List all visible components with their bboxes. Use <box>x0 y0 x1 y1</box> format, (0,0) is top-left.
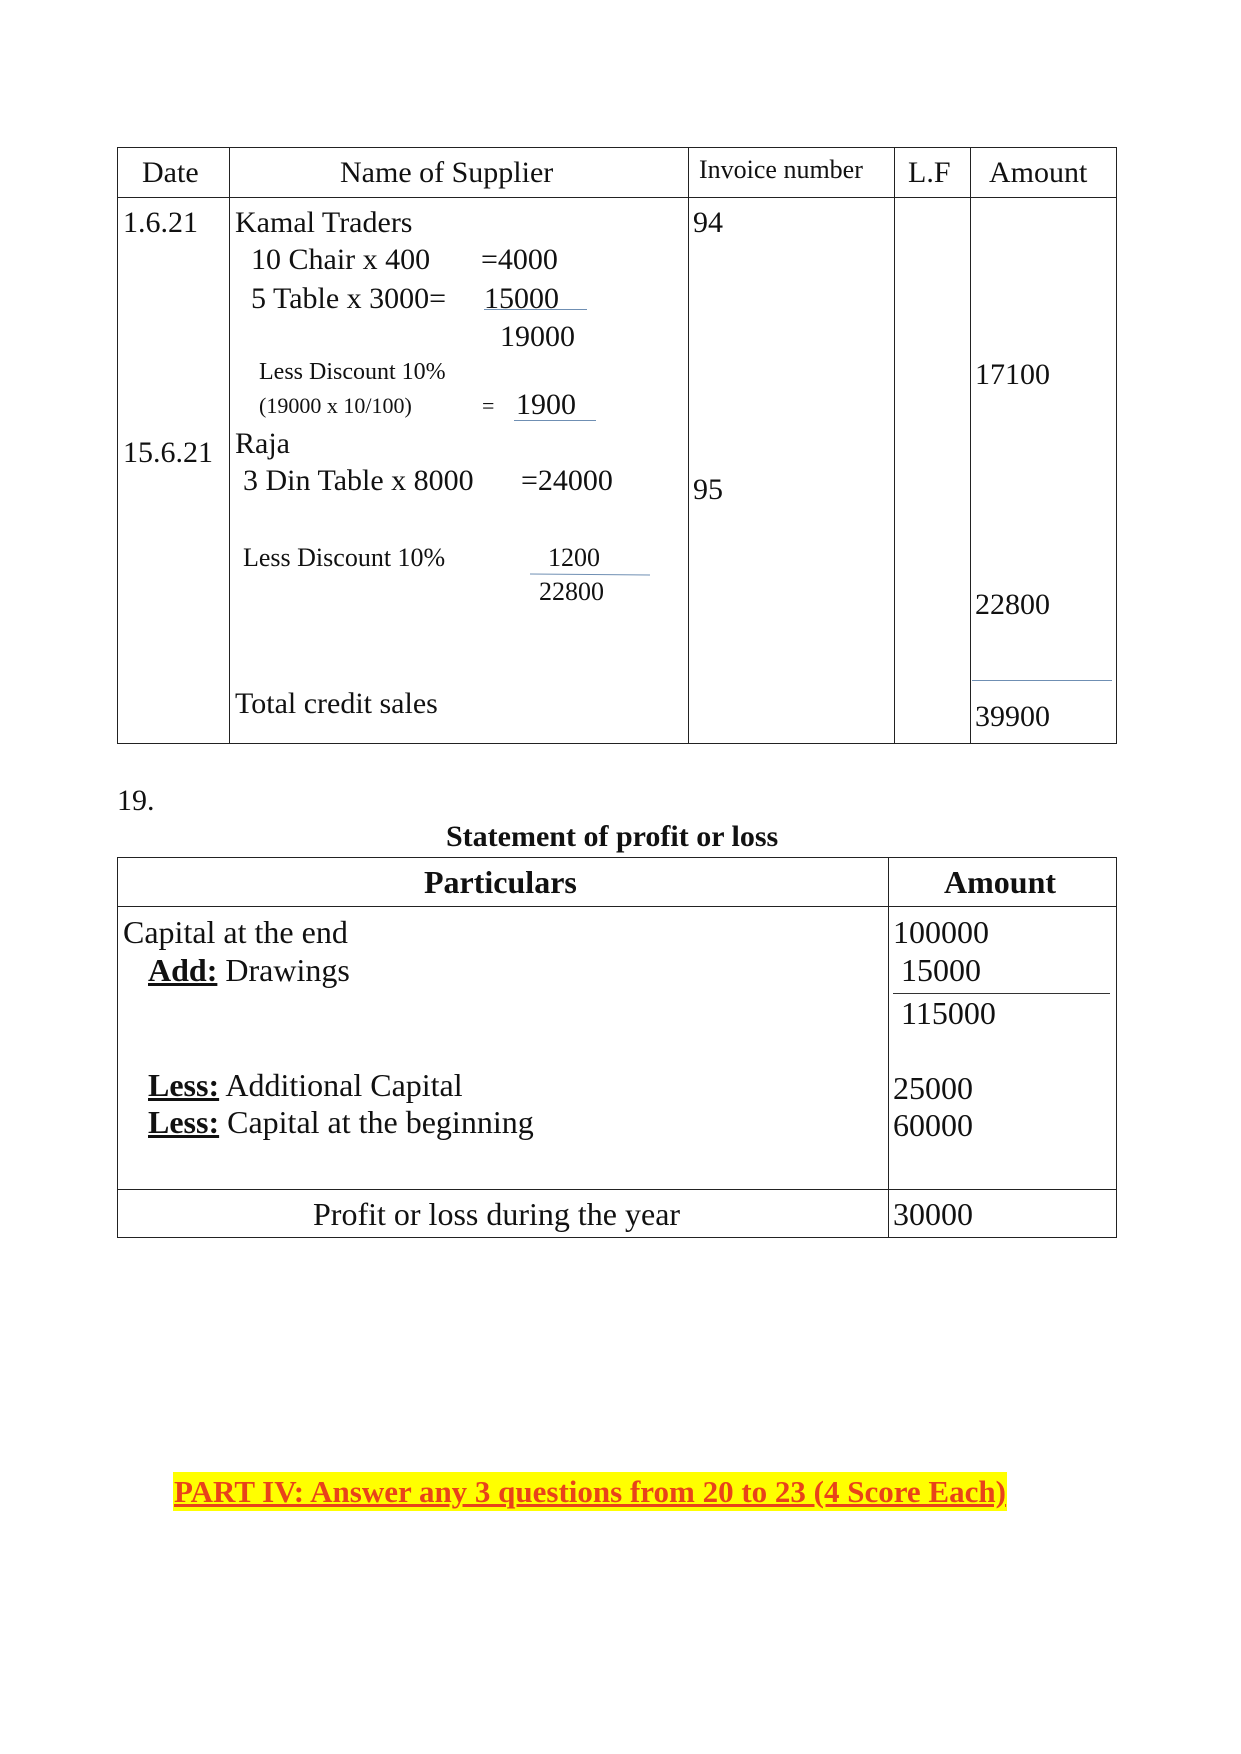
part-iv-banner: PART IV: Answer any 3 questions from 20 to 23 (4 Score Each) <box>174 1474 1006 1509</box>
result-label: Profit or loss during the year <box>313 1196 681 1232</box>
entry1-amount: 17100 <box>975 358 1050 391</box>
row-capital-end-label: Capital at the end <box>123 914 348 950</box>
row-drawings <box>148 954 350 986</box>
purchase-table-header-rule <box>117 197 1117 198</box>
header-amount: Amount <box>989 156 1088 189</box>
drawings-label: Drawings <box>225 952 350 988</box>
entry2-amount: 22800 <box>975 588 1050 621</box>
entry1-discount-rule <box>514 420 596 421</box>
subtotal-rule <box>893 993 1110 994</box>
entry2-discount-label: Less Discount 10% <box>243 543 446 572</box>
header-lf: L.F <box>908 156 951 189</box>
entry1-subtotal-rule <box>484 309 587 310</box>
header-date: Date <box>142 156 199 189</box>
entry1-line1-item: 10 Chair x 400 <box>251 243 431 276</box>
entry1-line1-value: =4000 <box>481 243 558 276</box>
row-subtotal-amount: 115000 <box>901 995 996 1031</box>
row-capital-end-amount: 100000 <box>893 914 989 950</box>
purchase-table-col-divider <box>894 147 895 744</box>
row-capital-beginning <box>148 1106 534 1138</box>
header-invoice: Invoice number <box>699 155 863 184</box>
purchase-table-col-divider <box>970 147 971 744</box>
additional-capital-label: Additional Capital <box>225 1067 463 1103</box>
profit-table-col-divider <box>888 857 889 1238</box>
entry1-invoice: 94 <box>693 206 723 239</box>
entry2-date: 15.6.21 <box>123 436 213 469</box>
row-drawings-amount: 15000 <box>901 952 981 988</box>
entry2-invoice: 95 <box>693 473 723 506</box>
statement-title: Statement of profit or loss <box>446 820 779 853</box>
entry2-net: 22800 <box>539 577 604 606</box>
question-number: 19. <box>117 784 155 817</box>
entry2-supplier: Raja <box>235 427 290 460</box>
total-label: Total credit sales <box>235 687 438 720</box>
entry1-discount-label: Less Discount 10% <box>259 359 446 385</box>
add-prefix: Add: <box>148 952 218 988</box>
less-prefix: Less: <box>148 1067 220 1103</box>
result-amount: 30000 <box>893 1196 973 1232</box>
entry1-discount-calc: (19000 x 10/100) <box>259 393 412 418</box>
header-supplier: Name of Supplier <box>340 156 554 189</box>
entry2-discount-value: 1200 <box>548 543 600 572</box>
profit-table-header-rule <box>117 906 1117 907</box>
header-amount-profit: Amount <box>944 864 1057 900</box>
entry1-discount-equals: = <box>482 393 495 418</box>
header-particulars: Particulars <box>424 864 577 900</box>
entry1-discount-value: 1900 <box>516 388 576 421</box>
less-prefix: Less: <box>148 1104 220 1140</box>
purchase-table-col-divider <box>688 147 689 744</box>
row-capital-beginning-amount: 60000 <box>893 1107 973 1143</box>
entry1-line2-item: 5 Table x 3000= <box>251 282 447 315</box>
purchase-table-col-divider <box>229 147 230 744</box>
total-rule <box>972 680 1112 681</box>
entry1-date: 1.6.21 <box>123 206 198 239</box>
row-additional-capital-amount: 25000 <box>893 1070 973 1106</box>
entry1-line2-value: 15000 <box>484 282 559 315</box>
total-amount: 39900 <box>975 700 1050 733</box>
entry2-line1-item: 3 Din Table x 8000 <box>243 464 474 497</box>
entry2-line1-value: =24000 <box>521 464 613 497</box>
row-additional-capital <box>148 1069 463 1101</box>
entry1-supplier: Kamal Traders <box>235 206 413 239</box>
entry1-subtotal: 19000 <box>500 320 575 353</box>
capital-beginning-label: Capital at the beginning <box>227 1104 534 1140</box>
profit-table-result-rule <box>117 1189 1117 1190</box>
